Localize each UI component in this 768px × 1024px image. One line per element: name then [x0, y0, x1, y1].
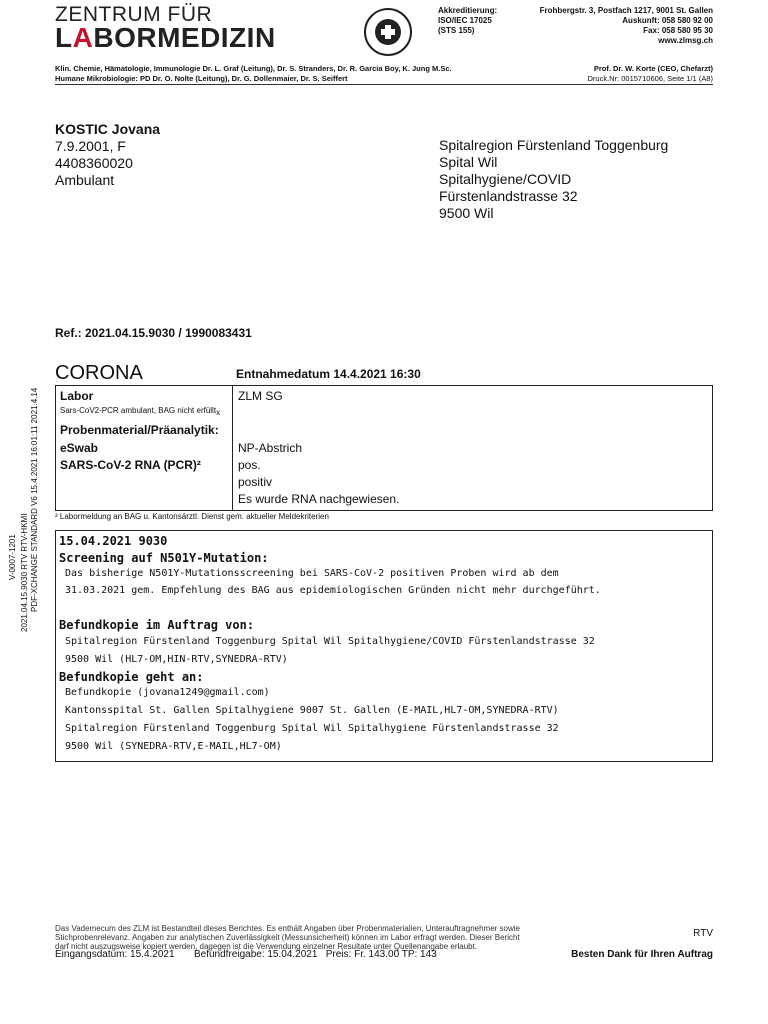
side-line: V-0007-1201: [8, 534, 17, 580]
website-link[interactable]: www.zlmsg.ch: [658, 36, 713, 45]
eswab-value: NP-Abstrich: [238, 441, 303, 455]
copy-to-title: Befundkopie geht an:: [59, 670, 204, 684]
logo-accent: A: [72, 22, 94, 53]
logo: [55, 24, 276, 52]
sars-value: pos.: [238, 458, 261, 472]
logo-rest: BORMEDIZIN: [93, 22, 276, 53]
sars-label: SARS-CoV-2 RNA (PCR)²: [60, 458, 201, 472]
director: Prof. Dr. W. Korte (CEO, Chefarzt): [593, 64, 713, 73]
address-line: Frohbergstr. 3, Postfach 1217, 9001 St. Gallen: [539, 6, 713, 15]
labor-sub-text: Sars-CoV2-PCR ambulant, BAG nicht erfüllt: [60, 406, 217, 415]
logo-line1: ZENTRUM FÜR: [55, 3, 213, 26]
lab-address: [540, 6, 713, 46]
accreditation-line: ISO/IEC 17025: [438, 16, 492, 25]
address-line: Auskunft: 058 580 92 00: [622, 16, 713, 25]
labor-sub-mark: x: [216, 408, 221, 417]
side-line: PDF-XCHANGE STANDARD V6 15.4.2021 16:01:11 2021.4.14: [30, 387, 39, 612]
thanks-text: Besten Dank für Ihren Auftrag: [571, 949, 713, 960]
column-divider: [232, 386, 233, 510]
patient-birth: 7.9.2001, F: [55, 138, 126, 154]
screening-text: 31.03.2021 gem. Empfehlung des BAG aus epidemiologischen Gründen nicht mehr durchgeführt.: [65, 585, 601, 596]
date-code: 15.04.2021 9030: [59, 534, 168, 548]
accreditation-line: (STS 155): [438, 26, 475, 35]
copy-order-text: Spitalregion Fürstenland Toggenburg Spital Wil Spitalhygiene/COVID Fürstenlandstrasse 32: [65, 636, 595, 647]
side-line: 2021.04.15.9030 RTV RTV-HKMI: [20, 513, 29, 632]
address-line: Fax: 058 580 95 30: [643, 26, 713, 35]
footnote: ² Labormeldung an BAG u. Kantonsärztl. Dienst gem. aktueller Meldekriterien: [55, 512, 329, 521]
labor-value: ZLM SG: [238, 389, 283, 403]
staff-list: [55, 64, 452, 84]
section-title: CORONA: [55, 362, 143, 384]
director-info: [588, 64, 714, 84]
screening-text: Das bisherige N501Y-Mutationsscreening bei SARS-CoV-2 positiven Proben wird ab dem: [65, 568, 559, 579]
copy-order-text: 9500 Wil (HL7-OM,HIN-RTV,SYNEDRA-RTV): [65, 654, 288, 665]
recipient-line: Spitalregion Fürstenland Toggenburg: [439, 137, 669, 153]
comments-box: [55, 530, 713, 762]
recipient-line: Fürstenlandstrasse 32: [439, 188, 578, 204]
patient-name: KOSTIC Jovana: [55, 121, 161, 137]
material-label: Probenmaterial/Präanalytik:: [60, 423, 219, 437]
results-table: [55, 385, 713, 511]
accreditation-info: [438, 6, 497, 36]
recipient-block: [439, 137, 668, 222]
reference-number: Ref.: 2021.04.15.9030 / 1990083431: [55, 326, 252, 340]
staff-line: Klin. Chemie, Hämatologie, Immunologie Dr. L. Graf (Leitung), Dr. S. Stranders, Dr. R. Garcia Boy, K. Jung M.Sc.: [55, 64, 452, 73]
rtv-code: RTV: [693, 928, 713, 939]
accreditation-seal-icon: [364, 8, 412, 56]
staff-line: Humane Mikrobiologie: PD Dr. O. Nolte (Leitung), Dr. G. Dollenmaier, Dr. S. Seiffert: [55, 74, 348, 83]
logo-prefix: L: [55, 22, 73, 53]
footer-info: Eingangsdatum: 15.4.2021 Befundfreigabe: 15.04.2021 Preis: Fr. 143.00 TP: 143: [55, 949, 437, 960]
screening-title: Screening auf N501Y-Mutation:: [59, 551, 269, 565]
copy-to-text: Kantonsspital St. Gallen Spitalhygiene 9007 St. Gallen (E-MAIL,HL7-OM,SYNEDRA-RTV): [65, 705, 559, 716]
patient-type: Ambulant: [55, 172, 115, 188]
labor-label: Labor: [60, 389, 94, 403]
patient-block: [55, 121, 160, 189]
disclaimer-line: darf nicht auszugsweise kopiert werden, dagegen ist die Verwendung einzelner Resultate unter Quellenangabe erlaubt.: [55, 942, 478, 951]
disclaimer-line: Das Vademecum des ZLM ist Bestandteil dieses Berichtes. Es enthält Angaben über Probenmaterialien, Unterauftragnehmer sowie: [55, 924, 520, 933]
header-divider: [55, 84, 713, 85]
sars-interpretation: Es wurde RNA nachgewiesen.: [238, 492, 400, 506]
recipient-line: Spitalhygiene/COVID: [439, 171, 572, 187]
copy-to-text: 9500 Wil (SYNEDRA-RTV,E-MAIL,HL7-OM): [65, 741, 282, 752]
copy-to-text: Spitalregion Fürstenland Toggenburg Spital Wil Spitalhygiene Fürstenlandstrasse 32: [65, 723, 559, 734]
accreditation-line: Akkreditierung:: [438, 6, 498, 15]
recipient-line: Spital Wil: [439, 154, 498, 170]
copy-order-title: Befundkopie im Auftrag von:: [59, 618, 255, 632]
copy-to-text: Befundkopie (jovana1249@gmail.com): [65, 687, 270, 698]
print-info: Druck.Nr: 0015710606, Seite 1/1 (A8): [587, 74, 713, 83]
disclaimer: [55, 924, 520, 951]
eswab-label: eSwab: [60, 441, 99, 455]
sars-value: positiv: [238, 475, 273, 489]
disclaimer-line: Stichprobenrelevanz. Angaben zur analytischen Zuverlässigkeit (Messunsicherheit) können im Labor erfragt werden. Dieser Bericht: [55, 933, 520, 942]
patient-id: 4408360020: [55, 155, 133, 171]
recipient-line: 9500 Wil: [439, 205, 494, 221]
collection-date: Entnahmedatum 14.4.2021 16:30: [236, 367, 421, 381]
labor-sub: [60, 406, 220, 415]
